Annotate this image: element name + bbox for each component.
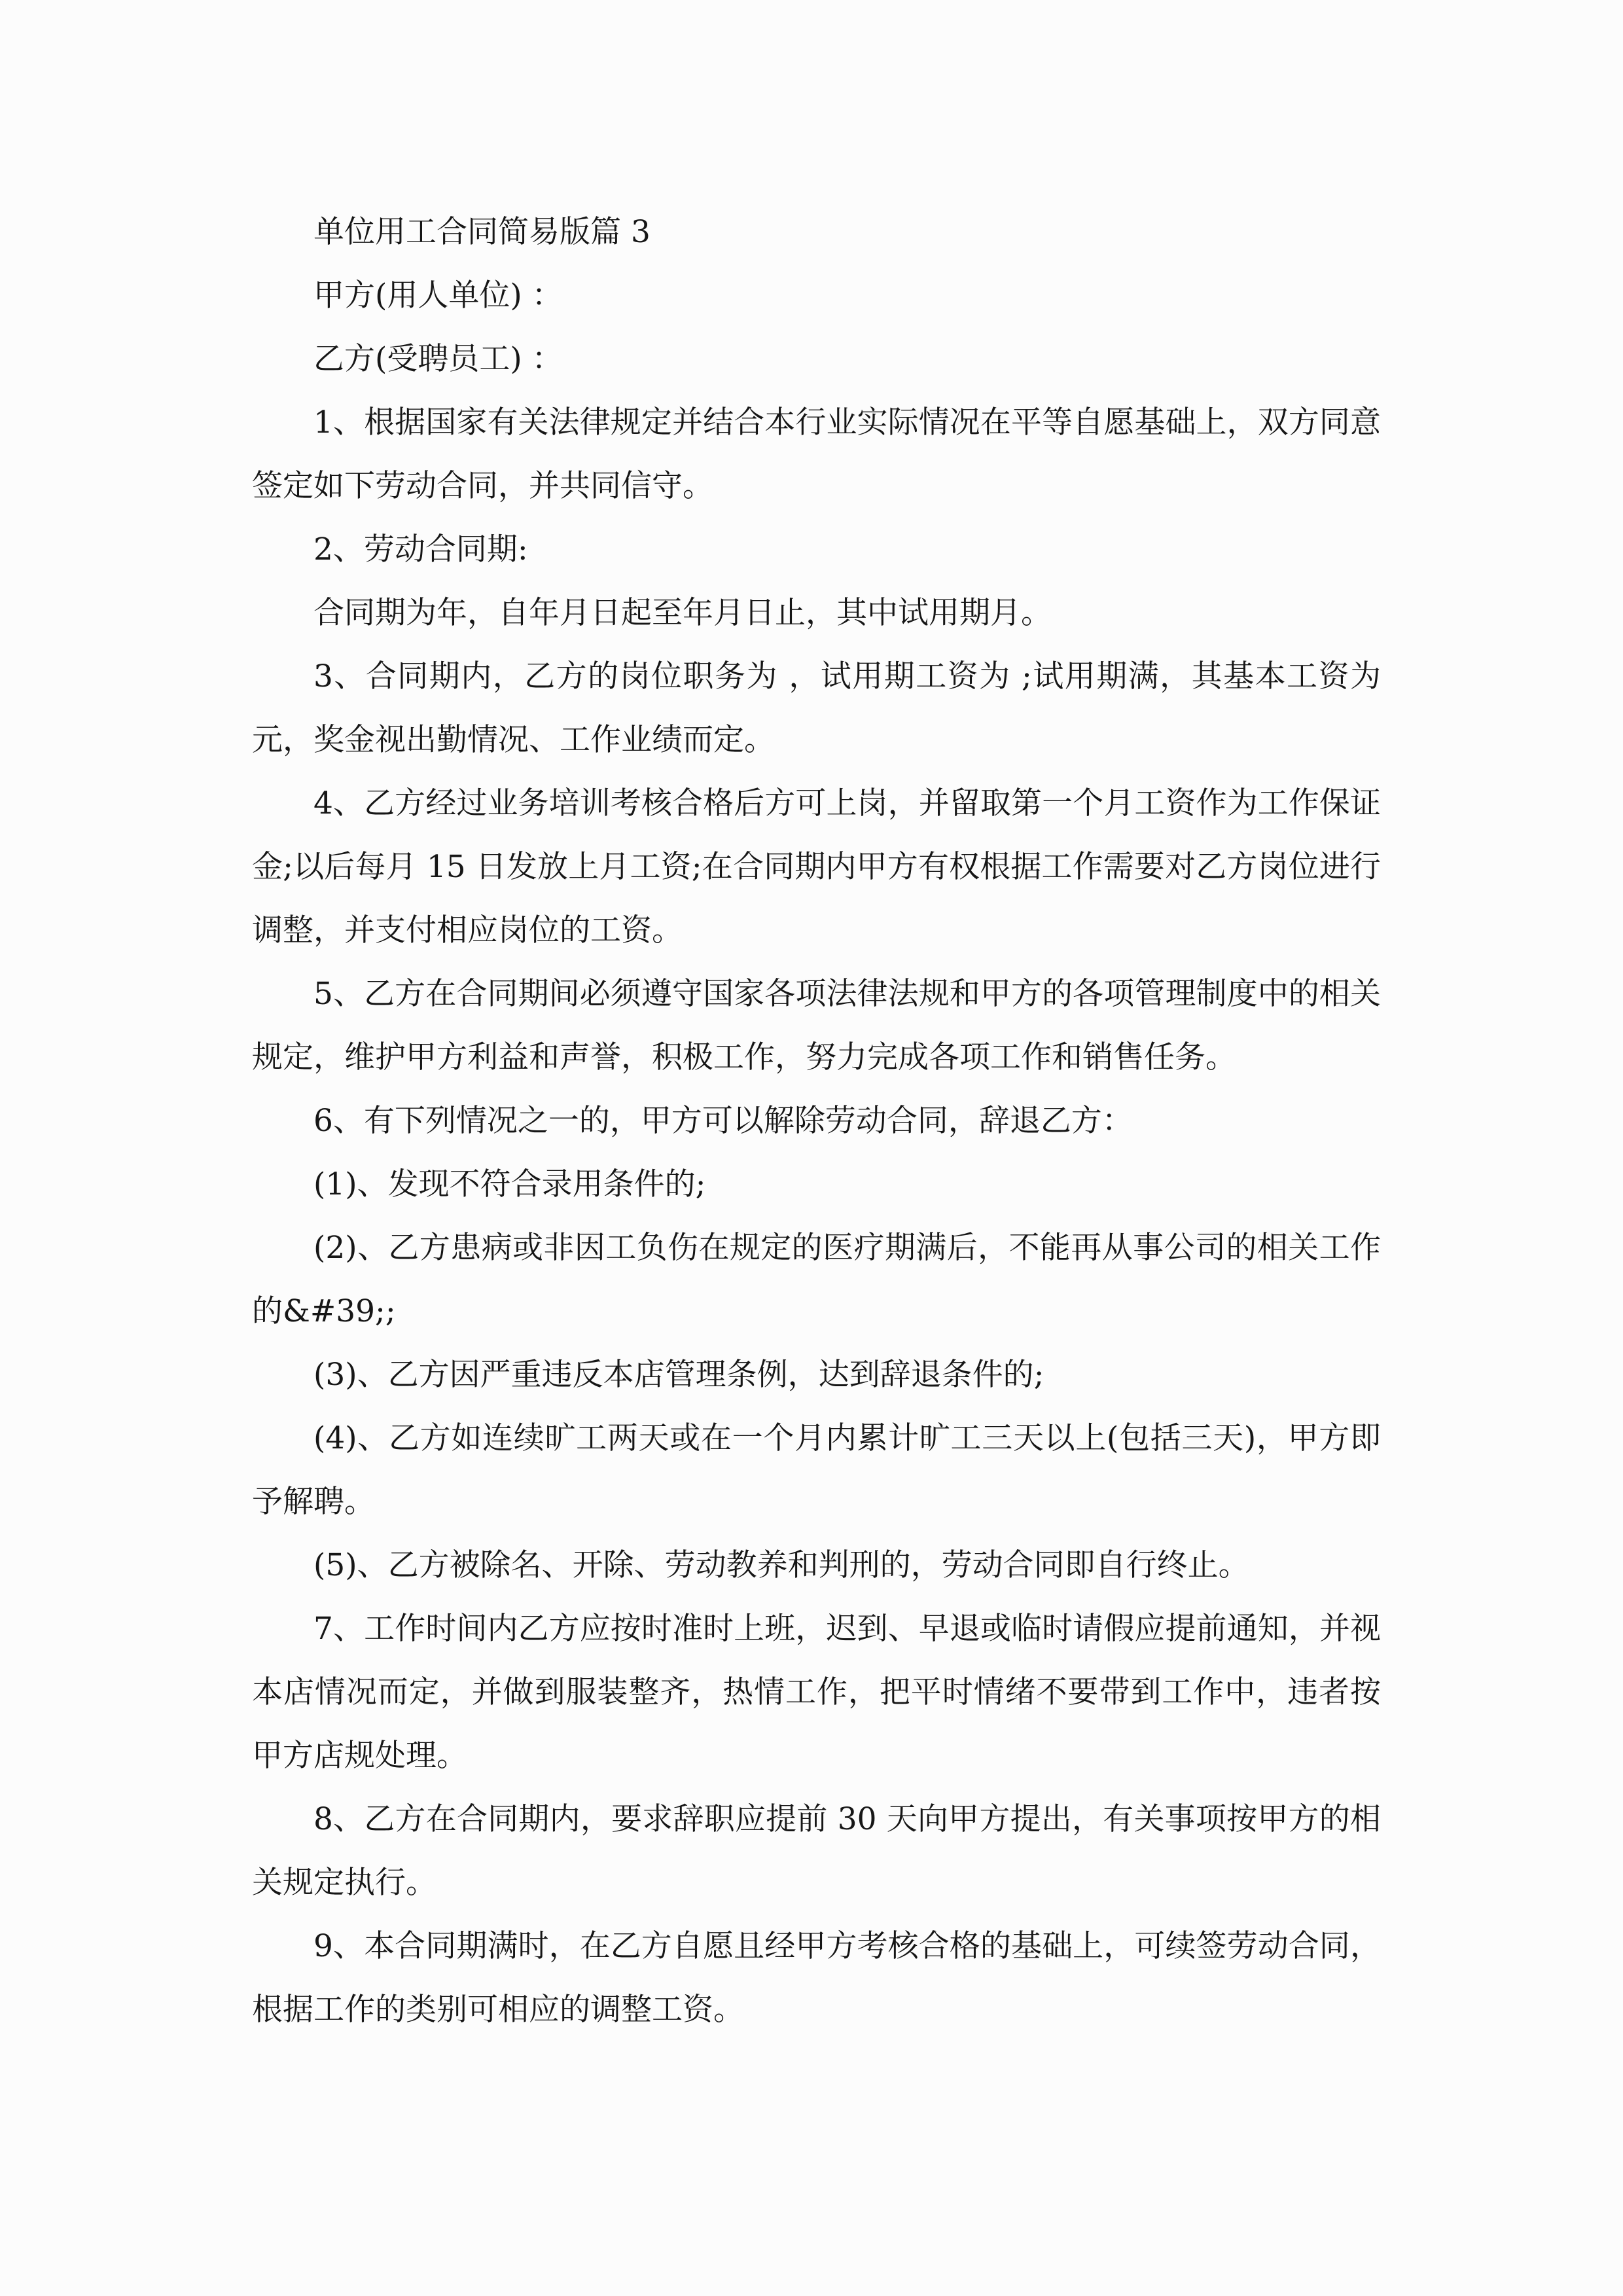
paragraph: 9、本合同期满时，在乙方自愿且经甲方考核合格的基础上，可续签劳动合同，根据工作的类别可相应的调整工资。	[252, 1928, 1381, 2028]
paragraph: 甲方(用人单位) ：	[313, 278, 563, 314]
paragraph: 8、乙方在合同期内，要求辞职应提前 30 天向甲方提出，有关事项按甲方的相关规定执行。	[252, 1801, 1381, 1901]
paragraph: 5、乙方在合同期间必须遵守国家各项法律法规和甲方的各项管理制度中的相关规定，维护甲方利益和声誉，积极工作，努力完成各项工作和销售任务。	[252, 976, 1381, 1075]
paragraph: 7、工作时间内乙方应按时准时上班，迟到、早退或临时请假应提前通知，并视本店情况而定，并做到服装整齐，热情工作，把平时情绪不要带到工作中，违者按甲方店规处理。	[252, 1611, 1381, 1774]
paragraph: 3、合同期内，乙方的岗位职务为 ，试用期工资为 ;试用期满，其基本工资为 元，奖金视出勤情况、工作业绩而定。	[252, 658, 1381, 758]
paragraph: 1、根据国家有关法律规定并结合本行业实际情况在平等自愿基础上，双方同意签定如下劳动合同，并共同信守。	[252, 404, 1381, 504]
paragraph: 4、乙方经过业务培训考核合格后方可上岗，并留取第一个月工资作为工作保证金;以后每月 15 日发放上月工资;在合同期内甲方有权根据工作需要对乙方岗位进行调整，并支付相应岗位的工资。	[252, 785, 1381, 948]
paragraph: 2、劳动合同期:	[313, 531, 528, 567]
paragraph: (5)、乙方被除名、开除、劳动教养和判刑的，劳动合同即自行终止。	[313, 1547, 1249, 1583]
paragraph: (3)、乙方因严重违反本店管理条例，达到辞退条件的;	[313, 1357, 1044, 1393]
paragraph: 乙方(受聘员工) ：	[313, 341, 563, 377]
paragraph: 6、有下列情况之一的，甲方可以解除劳动合同，辞退乙方：	[313, 1103, 1133, 1139]
paragraph-list	[252, 264, 1381, 2041]
document-title: 单位用工合同简易版篇 3	[313, 214, 651, 250]
paragraph: (1)、发现不符合录用条件的;	[313, 1166, 706, 1202]
paragraph: 合同期为年，自年月日起至年月日止，其中试用期月。	[313, 595, 1052, 631]
paragraph: (2)、乙方患病或非因工负伤在规定的医疗期满后，不能再从事公司的相关工作的&#39;;	[252, 1230, 1381, 1329]
paragraph: (4)、乙方如连续旷工两天或在一个月内累计旷工三天以上(包括三天)，甲方即予解聘。	[252, 1420, 1381, 1520]
contract-document	[252, 200, 1381, 2041]
